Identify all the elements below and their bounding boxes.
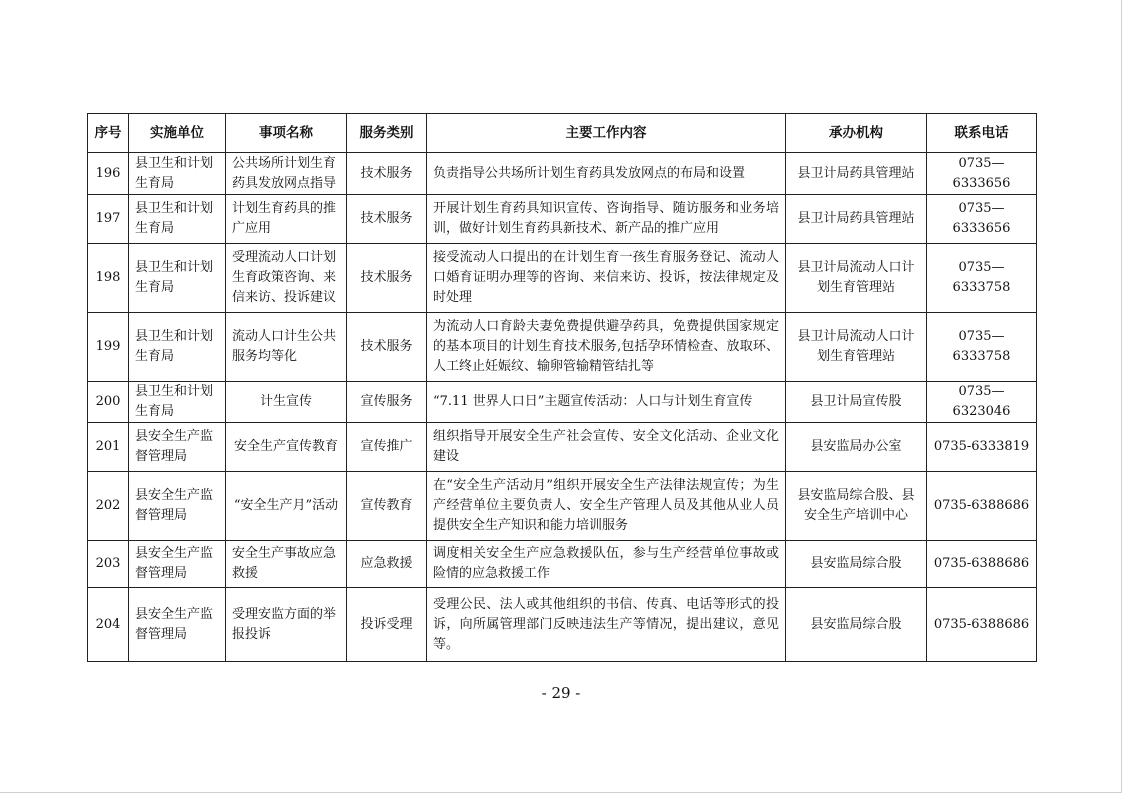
cell-service-type: 技术服务 — [347, 244, 427, 313]
cell-serial: 204 — [88, 588, 129, 662]
cell-phone: 0735—6333758 — [927, 313, 1037, 382]
cell-main-content: 受理公民、法人或其他组织的书信、传真、电话等形式的投诉，向所属管理部门反映违法生产等情况，提出建议，意见等。 — [427, 588, 786, 662]
table-row — [88, 153, 1037, 195]
cell-phone: 0735-6388686 — [927, 472, 1037, 541]
table-row — [88, 541, 1037, 588]
cell-item-name: 流动人口计生公共服务均等化 — [226, 313, 347, 382]
cell-main-content: 组织指导开展安全生产社会宣传、安全文化活动、企业文化建设 — [427, 423, 786, 472]
table-row — [88, 472, 1037, 541]
cell-service-type: 宣传服务 — [347, 382, 427, 423]
cell-item-name: 计生宣传 — [226, 382, 347, 423]
cell-phone: 0735—6333758 — [927, 244, 1037, 313]
cell-handling-office: 县卫计局流动人口计划生育管理站 — [786, 313, 927, 382]
cell-serial: 201 — [88, 423, 129, 472]
cell-serial: 202 — [88, 472, 129, 541]
table-header-row — [88, 114, 1037, 153]
table-row — [88, 588, 1037, 662]
cell-phone: 0735—6323046 — [927, 382, 1037, 423]
table-row — [88, 423, 1037, 472]
cell-main-content: 接受流动人口提出的在计划生育一孩生育服务登记、流动人口婚育证明办理等的咨询、来信来访、投诉，按法律规定及时处理 — [427, 244, 786, 313]
table-row — [88, 244, 1037, 313]
cell-agency: 县安全生产监督管理局 — [129, 541, 226, 588]
cell-item-name: 安全生产宣传教育 — [226, 423, 347, 472]
header-item-name: 事项名称 — [226, 114, 347, 153]
header-main-content: 主要工作内容 — [427, 114, 786, 153]
cell-handling-office: 县安监局综合股 — [786, 541, 927, 588]
service-items-table — [87, 113, 1037, 662]
cell-agency: 县卫生和计划生育局 — [129, 244, 226, 313]
page-number: - 29 - — [541, 684, 581, 702]
cell-item-name: 公共场所计划生育药具发放网点指导 — [226, 153, 347, 195]
cell-main-content: 调度相关安全生产应急救援队伍，参与生产经营单位事故或险情的应急救援工作 — [427, 541, 786, 588]
cell-agency: 县卫生和计划生育局 — [129, 195, 226, 244]
cell-main-content: 开展计划生育药具知识宣传、咨询指导、随访服务和业务培训，做好计划生育药具新技术、新产品的推广应用 — [427, 195, 786, 244]
cell-serial: 198 — [88, 244, 129, 313]
cell-service-type: 宣传推广 — [347, 423, 427, 472]
cell-handling-office: 县卫计局流动人口计划生育管理站 — [786, 244, 927, 313]
cell-phone: 0735-6388686 — [927, 588, 1037, 662]
cell-item-name: 安全生产事故应急救援 — [226, 541, 347, 588]
cell-handling-office: 县卫计局宣传股 — [786, 382, 927, 423]
cell-main-content: 在“安全生产活动月”组织开展安全生产法律法规宣传；为生产经营单位主要负责人、安全生产管理人员及其他从业人员提供安全生产知识和能力培训服务 — [427, 472, 786, 541]
cell-main-content: 负责指导公共场所计划生育药具发放网点的布局和设置 — [427, 153, 786, 195]
cell-phone: 0735—6333656 — [927, 153, 1037, 195]
header-service-type: 服务类别 — [347, 114, 427, 153]
cell-serial: 199 — [88, 313, 129, 382]
cell-agency: 县卫生和计划生育局 — [129, 313, 226, 382]
cell-item-name: 受理流动人口计划生育政策咨询、来信来访、投诉建议 — [226, 244, 347, 313]
cell-agency: 县卫生和计划生育局 — [129, 382, 226, 423]
table-row — [88, 195, 1037, 244]
cell-service-type: 技术服务 — [347, 153, 427, 195]
cell-handling-office: 县安监局办公室 — [786, 423, 927, 472]
header-serial: 序号 — [88, 114, 129, 153]
cell-phone: 0735-6333819 — [927, 423, 1037, 472]
cell-serial: 197 — [88, 195, 129, 244]
cell-phone: 0735—6333656 — [927, 195, 1037, 244]
table-row — [88, 313, 1037, 382]
header-phone: 联系电话 — [927, 114, 1037, 153]
cell-service-type: 技术服务 — [347, 313, 427, 382]
cell-handling-office: 县安监局综合股 — [786, 588, 927, 662]
cell-serial: 196 — [88, 153, 129, 195]
cell-serial: 200 — [88, 382, 129, 423]
header-handling-office: 承办机构 — [786, 114, 927, 153]
cell-service-type: 宣传教育 — [347, 472, 427, 541]
cell-agency: 县安全生产监督管理局 — [129, 423, 226, 472]
cell-serial: 203 — [88, 541, 129, 588]
cell-service-type: 应急救援 — [347, 541, 427, 588]
cell-item-name: 受理安监方面的举报投诉 — [226, 588, 347, 662]
cell-agency: 县安全生产监督管理局 — [129, 588, 226, 662]
cell-phone: 0735-6388686 — [927, 541, 1037, 588]
cell-service-type: 技术服务 — [347, 195, 427, 244]
cell-main-content: “7.11 世界人口日”主题宣传活动：人口与计划生育宣传 — [427, 382, 786, 423]
cell-handling-office: 县安监局综合股、县安全生产培训中心 — [786, 472, 927, 541]
header-agency: 实施单位 — [129, 114, 226, 153]
cell-agency: 县卫生和计划生育局 — [129, 153, 226, 195]
table-row — [88, 382, 1037, 423]
cell-agency: 县安全生产监督管理局 — [129, 472, 226, 541]
cell-handling-office: 县卫计局药具管理站 — [786, 153, 927, 195]
cell-main-content: 为流动人口育龄夫妻免费提供避孕药具，免费提供国家规定的基本项目的计划生育技术服务,包括孕环情检查、放取环、人工终止妊娠纹、输卵管输精管结扎等 — [427, 313, 786, 382]
cell-item-name: “安全生产月”活动 — [226, 472, 347, 541]
cell-handling-office: 县卫计局药具管理站 — [786, 195, 927, 244]
cell-service-type: 投诉受理 — [347, 588, 427, 662]
cell-item-name: 计划生育药具的推广应用 — [226, 195, 347, 244]
